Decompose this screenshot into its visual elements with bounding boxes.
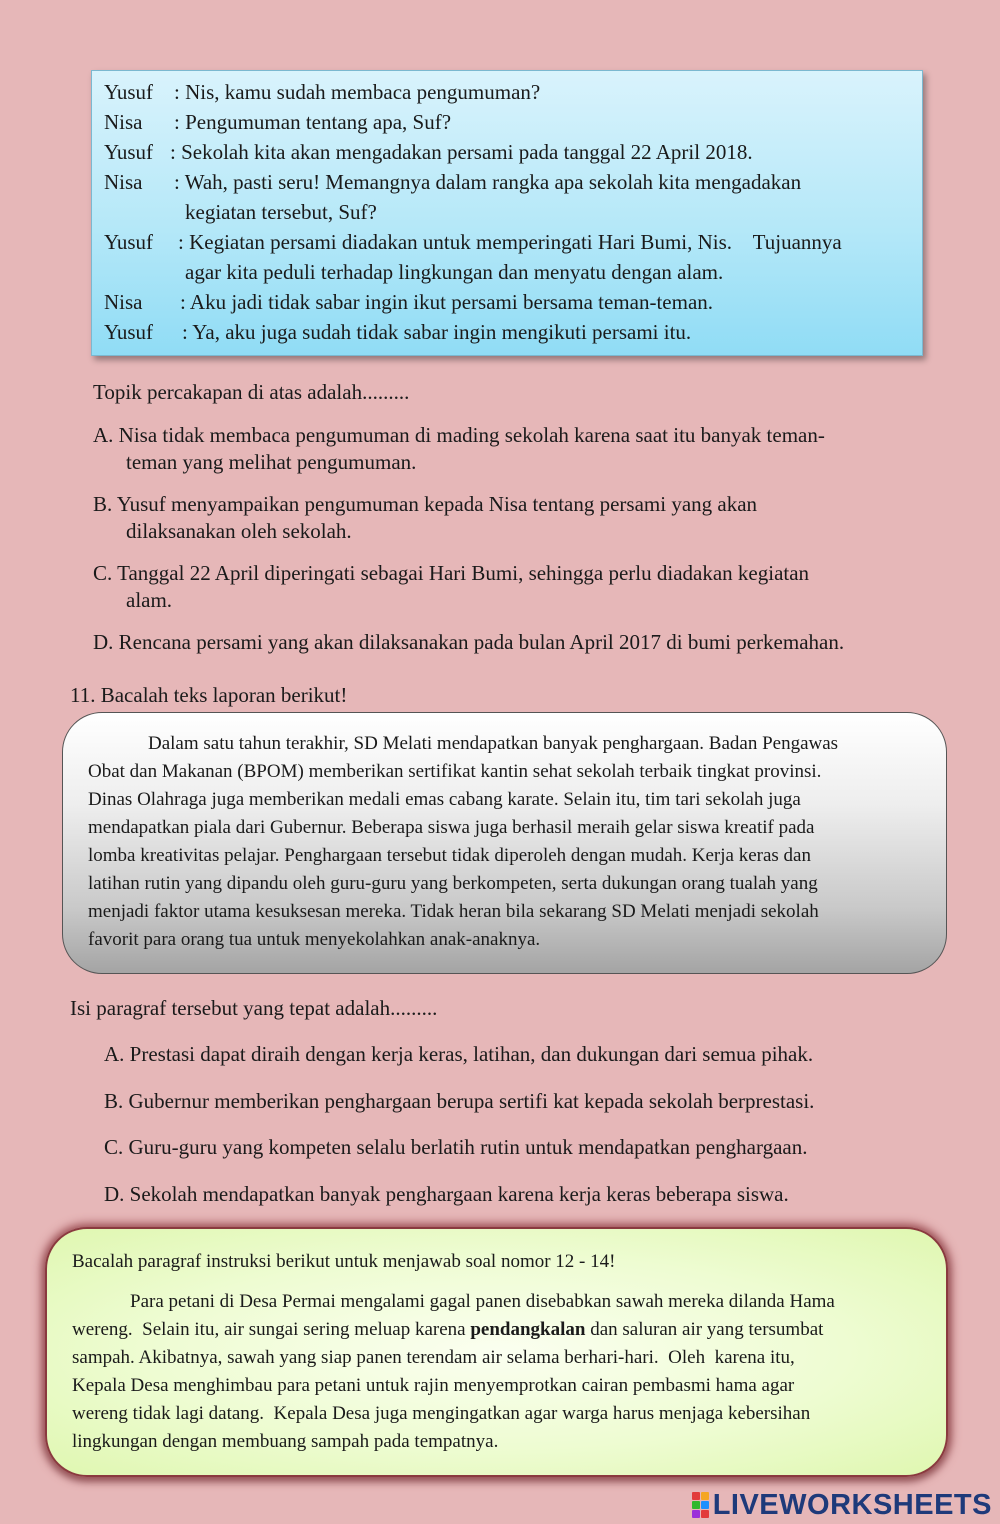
utterance: : Pengumuman tentang apa, Suf? (174, 110, 452, 134)
report-line-3: Dinas Olahraga juga memberikan medali emas cabang karate. Selain itu, tim tari sekolah juga (88, 789, 801, 810)
liveworksheets-logo-icon (692, 1492, 709, 1518)
speaker: Nisa (104, 110, 143, 134)
q10-option-b-line2[interactable]: dilaksanakan oleh sekolah. (126, 519, 352, 543)
report-line-6: latihan rutin yang dipandu oleh guru-guru yang berkompeten, serta dukungan orang tualah yang (88, 873, 818, 894)
dialog-line-5-cont: agar kita peduli terhadap lingkungan dan menyatu dengan alam. (185, 260, 724, 284)
speaker: Yusuf (104, 320, 154, 344)
instruction-line-2 (72, 1318, 823, 1342)
q11-option-c[interactable]: C. Guru-guru yang kompeten selalu berlatih rutin untuk mendapatkan penghargaan. (104, 1135, 808, 1159)
speaker: Nisa (104, 170, 143, 194)
report-line-8: favorit para orang tua untuk menyekolahkan anak-anaknya. (88, 929, 541, 950)
report-line-5: lomba kreativitas pelajar. Penghargaan tersebut tidak diperoleh dengan mudah. Kerja keras dan (88, 845, 811, 866)
instruction-line-6: lingkungan dengan membuang sampah pada tempatnya. (72, 1431, 499, 1452)
instruction-line-3: sampah. Akibatnya, sawah yang siap panen terendam air selama berhari-hari. Oleh karena itu, (72, 1347, 795, 1368)
report-line-7: menjadi faktor utama kesuksesan mereka. Tidak heran bila sekarang SD Melati menjadi sekolah (88, 901, 819, 922)
q10-option-b-line1[interactable]: B. Yusuf menyampaikan pengumuman kepada Nisa tentang persami yang akan (93, 492, 758, 516)
logo-text: LIVEWORKSHEETS (712, 1488, 992, 1521)
utterance: : Ya, aku juga sudah tidak sabar ingin mengikuti persami itu. (182, 320, 692, 344)
report-line-1: Dalam satu tahun terakhir, SD Melati mendapatkan banyak penghargaan. Badan Pengawas (148, 733, 839, 754)
dialog-line-3 (104, 140, 753, 164)
instruction-line-5: wereng tidak lagi datang. Kepala Desa juga mengingatkan agar warga harus menjaga kebersihan (72, 1403, 811, 1424)
utterance: : Aku jadi tidak sabar ingin ikut persami bersama teman-teman. (180, 290, 714, 314)
instruction-line-2-start: wereng. Selain itu, air sungai sering meluap karena (72, 1319, 471, 1340)
report-line-2: Obat dan Makanan (BPOM) memberikan sertifikat kantin sehat sekolah terbaik tingkat provinsi. (88, 761, 822, 782)
dialog-line-4 (104, 170, 802, 194)
dialog-line-5 (104, 230, 842, 254)
keyword-bold: pendangkalan (470, 1319, 586, 1340)
speaker: Nisa (104, 290, 143, 314)
q10-option-a-line1[interactable]: A. Nisa tidak membaca pengumuman di mading sekolah karena saat itu banyak teman- (93, 423, 825, 447)
q10-option-d[interactable]: D. Rencana persami yang akan dilaksanakan pada bulan April 2017 di bumi perkemahan. (93, 630, 845, 654)
dialog-line-6 (104, 290, 714, 314)
q11-question: Isi paragraf tersebut yang tepat adalah......... (70, 996, 438, 1020)
speaker: Yusuf (104, 80, 154, 104)
q11-option-b[interactable]: B. Gubernur memberikan penghargaan berupa sertifi kat kepada sekolah berprestasi. (104, 1089, 815, 1113)
instruction-line-4: Kepala Desa menghimbau para petani untuk rajin menyemprotkan cairan pembasmi hama agar (72, 1375, 795, 1396)
utterance: : Nis, kamu sudah membaca pengumuman? (174, 80, 541, 104)
q11-heading: 11. Bacalah teks laporan berikut! (70, 683, 348, 707)
report-text-box (62, 712, 947, 974)
q10-question: Topik percakapan di atas adalah......... (93, 380, 410, 404)
utterance: : Kegiatan persami diadakan untuk memperingati Hari Bumi, Nis. Tujuannya (178, 230, 842, 254)
instruction-line-1: Para petani di Desa Permai mengalami gagal panen disebabkan sawah mereka dilanda Hama (130, 1291, 835, 1312)
liveworksheets-logo (692, 1488, 992, 1522)
dialogue-box (91, 70, 923, 356)
dialog-line-1 (104, 80, 541, 104)
instruction-title: Bacalah paragraf instruksi berikut untuk menjawab soal nomor 12 - 14! (72, 1251, 616, 1272)
instruction-line-2-end: dan saluran air yang tersumbat (585, 1319, 824, 1340)
speaker: Yusuf (104, 230, 154, 254)
report-line-4: mendapatkan piala dari Gubernur. Beberapa siswa juga berhasil meraih gelar siswa kreatif pada (88, 817, 815, 838)
q10-option-c-line1[interactable]: C. Tanggal 22 April diperingati sebagai Hari Bumi, sehingga perlu diadakan kegiatan (93, 561, 810, 585)
utterance: : Wah, pasti seru! Memangnya dalam rangka apa sekolah kita mengadakan (174, 170, 802, 194)
q11-option-a[interactable]: A. Prestasi dapat diraih dengan kerja keras, latihan, dan dukungan dari semua pihak. (104, 1042, 814, 1066)
utterance: : Sekolah kita akan mengadakan persami pada tanggal 22 April 2018. (170, 140, 753, 164)
dialog-line-7 (104, 320, 692, 344)
dialog-line-4-cont: kegiatan tersebut, Suf? (185, 200, 377, 224)
q10-option-a-line2[interactable]: teman yang melihat pengumuman. (126, 450, 417, 474)
q10-option-c-line2[interactable]: alam. (126, 588, 173, 612)
instruction-box (45, 1227, 948, 1477)
dialog-line-2 (104, 110, 452, 134)
q11-option-d[interactable]: D. Sekolah mendapatkan banyak penghargaan karena kerja keras beberapa siswa. (104, 1182, 789, 1206)
speaker: Yusuf (104, 140, 154, 164)
